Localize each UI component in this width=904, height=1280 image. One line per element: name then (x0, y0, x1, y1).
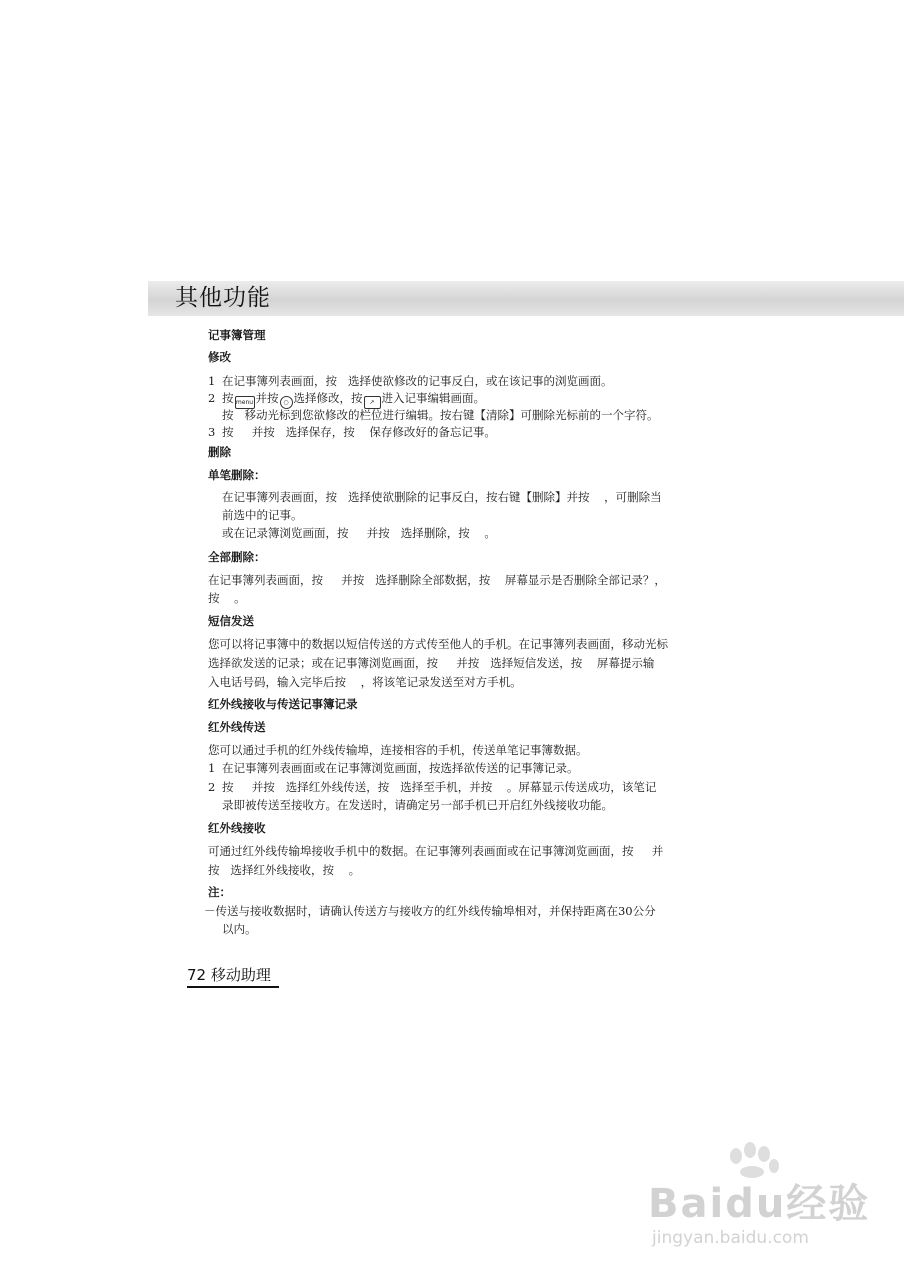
step-text: 按 并按 选择保存，按 保存修改好的备忘记事。 (222, 425, 496, 439)
step-number: 1 (208, 374, 216, 388)
ir-receive-line-2: 按 选择红外线接收，按 。 (208, 863, 361, 877)
subheading-sms: 短信发送 (208, 614, 254, 628)
step-number: 3 (208, 425, 216, 439)
subheading-delete: 删除 (208, 445, 231, 459)
step-text: 在记事簿列表画面，按 选择使欲修改的记事反白，或在该记事的浏览画面。 (222, 374, 613, 388)
note-label: 注： (208, 885, 231, 899)
subheading-ir-receive: 红外线接收 (208, 821, 266, 835)
watermark-brand: Baidu经验 (648, 1181, 871, 1227)
step-text: 按 并按 选择红外线传送，按 选择至手机，并按 。屏幕显示传送成功，该笔记 (222, 780, 657, 794)
baidu-watermark (648, 1142, 888, 1262)
note-line-2: 以内。 (222, 922, 257, 936)
send-key-icon: ↗ (364, 396, 381, 409)
step-text: 按 (222, 391, 234, 405)
menu-key-icon: menu (235, 396, 255, 409)
page-title: 其他功能 (175, 285, 271, 311)
subheading-ir-send: 红外线传送 (208, 720, 266, 734)
single-delete-line-2: 前选中的记事。 (222, 508, 303, 522)
subheading-modify: 修改 (208, 350, 231, 364)
subheading-single-delete: 单笔删除： (208, 468, 266, 482)
step-1 (208, 373, 612, 389)
note-line-1: －传送与接收数据时，请确认传送方与接收方的红外线传输埠相对，并保持距离在30公分 (204, 904, 656, 918)
step-number: 2 (208, 391, 216, 405)
watermark-url: jingyan.baidu.com (652, 1228, 809, 1248)
step-text: 并按 (255, 391, 279, 405)
section-heading-ir: 红外线接收与传送记事簿记录 (208, 697, 358, 711)
ir-receive-line-1: 可通过红外线传输埠接收手机中的数据。在记事簿列表画面或在记事簿浏览画面，按 并 (208, 844, 664, 858)
ir-send-step-2 (208, 779, 656, 795)
nav-key-icon: ○ (280, 396, 293, 409)
step-2-note: 按 移动光标到您欲修改的栏位进行编辑。按右键【清除】可删除光标前的一个字符。 (222, 408, 659, 422)
section-heading-memo: 记事簿管理 (208, 328, 266, 342)
single-delete-line-3: 或在记录簿浏览画面，按 并按 选择删除，按 。 (222, 526, 496, 540)
step-number: 2 (208, 780, 216, 794)
ir-send-intro: 您可以通过手机的红外线传输埠，连接相容的手机，传送单笔记事簿数据。 (208, 743, 588, 757)
sms-line-2: 选择欲发送的记录；或在记事簿浏览画面，按 并按 选择短信发送，按 屏幕提示输 (208, 656, 655, 670)
single-delete-line-1: 在记事簿列表画面，按 选择使欲删除的记事反白，按右键【删除】并按 ，可删除当 (222, 490, 662, 504)
all-delete-line-2: 按 。 (208, 591, 246, 605)
sms-line-3: 入电话号码，输入完毕后按 ，将该笔记录发送至对方手机。 (208, 675, 522, 689)
step-text: 在记事簿列表画面或在记事簿浏览画面，按选择欲传送的记事簿记录。 (222, 761, 579, 775)
sms-line-1: 您可以将记事簿中的数据以短信传送的方式传至他人的手机。在记事簿列表画面，移动光标 (208, 637, 668, 651)
ir-send-step-2-cont: 录即被传送至接收方。在发送时，请确定另一部手机已开启红外线接收功能。 (222, 798, 613, 812)
ir-send-step-1 (208, 760, 579, 776)
subheading-all-delete: 全部删除： (208, 550, 266, 564)
all-delete-line-1: 在记事簿列表画面，按 并按 选择删除全部数据，按 屏幕显示是否删除全部记录？， (208, 573, 666, 587)
step-number: 1 (208, 761, 216, 775)
step-3 (208, 424, 496, 440)
step-text: 选择修改，按 (293, 391, 363, 405)
page-footer: 72 移动助理 (187, 964, 279, 988)
step-text: 进入记事编辑画面。 (381, 391, 485, 405)
